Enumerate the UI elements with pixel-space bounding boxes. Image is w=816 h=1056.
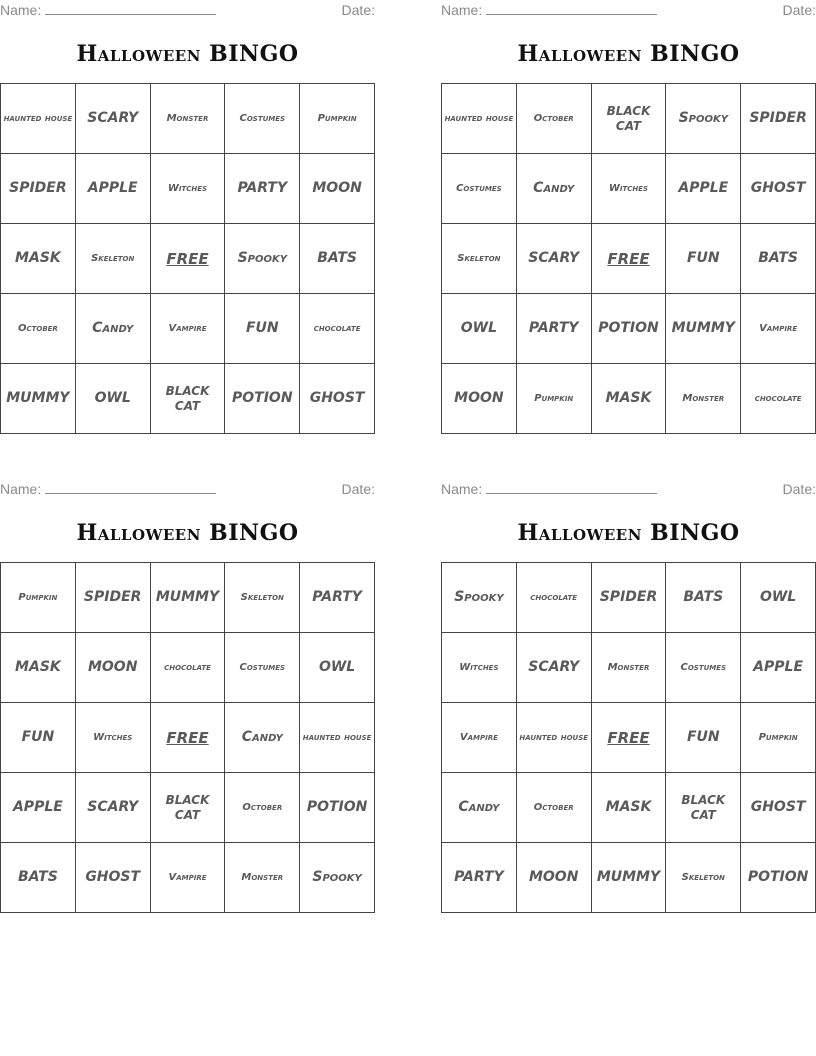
bingo-cell: OWL	[442, 294, 517, 364]
bingo-cell: October	[517, 84, 592, 154]
name-label: Name:	[441, 2, 483, 18]
name-field	[0, 481, 216, 497]
date-label: Date:	[341, 481, 375, 497]
bingo-cell: haunted house	[1, 84, 76, 154]
bingo-cell: Vampire	[151, 843, 226, 913]
bingo-cell: Monster	[666, 364, 741, 434]
name-blank-line	[486, 2, 657, 15]
bingo-cell: chocolate	[517, 563, 592, 633]
bingo-cell: MUMMY	[1, 364, 76, 434]
bingo-grid	[441, 83, 816, 434]
bingo-grid	[441, 562, 816, 913]
name-field	[0, 2, 216, 18]
name-label: Name:	[0, 481, 42, 497]
bingo-cell: chocolate	[300, 294, 375, 364]
bingo-cell: Witches	[592, 154, 667, 224]
name-blank-line	[45, 481, 216, 494]
date-label: Date:	[341, 2, 375, 18]
bingo-cell: BLACK CAT	[666, 773, 741, 843]
bingo-cell: Costumes	[666, 633, 741, 703]
bingo-cell: MOON	[300, 154, 375, 224]
bingo-cell: MASK	[1, 224, 76, 294]
bingo-cell: PARTY	[442, 843, 517, 913]
card-title: Halloween BINGO	[76, 520, 299, 546]
bingo-cell: APPLE	[1, 773, 76, 843]
bingo-cell: Spooky	[300, 843, 375, 913]
bingo-cell: PARTY	[300, 563, 375, 633]
bingo-cell: PARTY	[225, 154, 300, 224]
date-field	[783, 481, 816, 497]
bingo-cell: POTION	[592, 294, 667, 364]
date-field	[783, 2, 816, 18]
bingo-card-3	[0, 479, 375, 913]
bingo-cell: FUN	[225, 294, 300, 364]
bingo-cell: GHOST	[741, 154, 816, 224]
bingo-cell: Spooky	[225, 224, 300, 294]
bingo-cell: Pumpkin	[517, 364, 592, 434]
bingo-cell: BATS	[300, 224, 375, 294]
bingo-cell: Candy	[517, 154, 592, 224]
bingo-cell: MOON	[442, 364, 517, 434]
bingo-cell: FUN	[666, 224, 741, 294]
date-label: Date:	[782, 2, 816, 18]
bingo-cell: FUN	[1, 703, 76, 773]
bingo-cell: haunted house	[300, 703, 375, 773]
bingo-cell: Spooky	[666, 84, 741, 154]
bingo-cell: Vampire	[151, 294, 226, 364]
bingo-cell: SCARY	[76, 773, 151, 843]
card-title: Halloween BINGO	[76, 41, 299, 67]
bingo-card-4	[441, 479, 816, 913]
bingo-cell: Candy	[442, 773, 517, 843]
bingo-cell: MOON	[76, 633, 151, 703]
bingo-cell: OWL	[76, 364, 151, 434]
bingo-cell: Pumpkin	[741, 703, 816, 773]
free-space-cell: FREE	[151, 224, 226, 294]
bingo-cell: Candy	[225, 703, 300, 773]
bingo-cell: MASK	[592, 773, 667, 843]
bingo-cell: Monster	[592, 633, 667, 703]
bingo-cell: GHOST	[300, 364, 375, 434]
bingo-cell: Costumes	[225, 633, 300, 703]
bingo-cell: BLACK CAT	[151, 773, 226, 843]
bingo-cell: APPLE	[741, 633, 816, 703]
bingo-cell: MUMMY	[592, 843, 667, 913]
free-space-cell: FREE	[592, 224, 667, 294]
bingo-cell: Witches	[151, 154, 226, 224]
name-blank-line	[45, 2, 216, 15]
bingo-cell: MASK	[1, 633, 76, 703]
bingo-cell: PARTY	[517, 294, 592, 364]
free-space-cell: FREE	[151, 703, 226, 773]
bingo-cell: SPIDER	[741, 84, 816, 154]
bingo-cell: Costumes	[442, 154, 517, 224]
bingo-cell: GHOST	[741, 773, 816, 843]
bingo-cell: APPLE	[76, 154, 151, 224]
bingo-cell: POTION	[741, 843, 816, 913]
bingo-cell: POTION	[225, 364, 300, 434]
bingo-cell: October	[225, 773, 300, 843]
bingo-cell: BATS	[741, 224, 816, 294]
bingo-card-1	[0, 0, 375, 434]
date-label: Date:	[782, 481, 816, 497]
bingo-cell: BLACK CAT	[592, 84, 667, 154]
free-space-cell: FREE	[592, 703, 667, 773]
bingo-cell: October	[517, 773, 592, 843]
bingo-cell: MOON	[517, 843, 592, 913]
bingo-card-2	[441, 0, 816, 434]
bingo-cell: MASK	[592, 364, 667, 434]
bingo-cell: Costumes	[225, 84, 300, 154]
bingo-cell: haunted house	[517, 703, 592, 773]
bingo-cell: OWL	[300, 633, 375, 703]
bingo-cell: Monster	[225, 843, 300, 913]
name-field	[441, 481, 657, 497]
bingo-cell: SPIDER	[1, 154, 76, 224]
bingo-cell: BATS	[666, 563, 741, 633]
bingo-cell: Skeleton	[76, 224, 151, 294]
bingo-cell: Witches	[442, 633, 517, 703]
bingo-cell: SPIDER	[76, 563, 151, 633]
name-field	[441, 2, 657, 18]
bingo-cell: chocolate	[741, 364, 816, 434]
bingo-cell: Pumpkin	[1, 563, 76, 633]
bingo-cell: Skeleton	[666, 843, 741, 913]
bingo-grid	[0, 83, 375, 434]
card-title: Halloween BINGO	[517, 41, 740, 67]
bingo-cell: SPIDER	[592, 563, 667, 633]
date-field	[342, 481, 375, 497]
bingo-cell: FUN	[666, 703, 741, 773]
bingo-cell: Pumpkin	[300, 84, 375, 154]
name-label: Name:	[441, 481, 483, 497]
bingo-cell: SCARY	[76, 84, 151, 154]
bingo-cell: MUMMY	[151, 563, 226, 633]
bingo-cell: BATS	[1, 843, 76, 913]
bingo-cell: October	[1, 294, 76, 364]
bingo-cell: Candy	[76, 294, 151, 364]
bingo-cell: chocolate	[151, 633, 226, 703]
bingo-grid	[0, 562, 375, 913]
bingo-cell: APPLE	[666, 154, 741, 224]
bingo-cell: Vampire	[741, 294, 816, 364]
bingo-cell: GHOST	[76, 843, 151, 913]
bingo-cell: MUMMY	[666, 294, 741, 364]
bingo-cell: OWL	[741, 563, 816, 633]
bingo-cell: SCARY	[517, 633, 592, 703]
bingo-cell: SCARY	[517, 224, 592, 294]
name-label: Name:	[0, 2, 42, 18]
bingo-cell: Witches	[76, 703, 151, 773]
bingo-cell: BLACK CAT	[151, 364, 226, 434]
card-title: Halloween BINGO	[517, 520, 740, 546]
bingo-cell: Skeleton	[225, 563, 300, 633]
bingo-cell: POTION	[300, 773, 375, 843]
bingo-cell: haunted house	[442, 84, 517, 154]
bingo-cell: Vampire	[442, 703, 517, 773]
bingo-cell: Skeleton	[442, 224, 517, 294]
name-blank-line	[486, 481, 657, 494]
bingo-cell: Spooky	[442, 563, 517, 633]
date-field	[342, 2, 375, 18]
bingo-cell: Monster	[151, 84, 226, 154]
